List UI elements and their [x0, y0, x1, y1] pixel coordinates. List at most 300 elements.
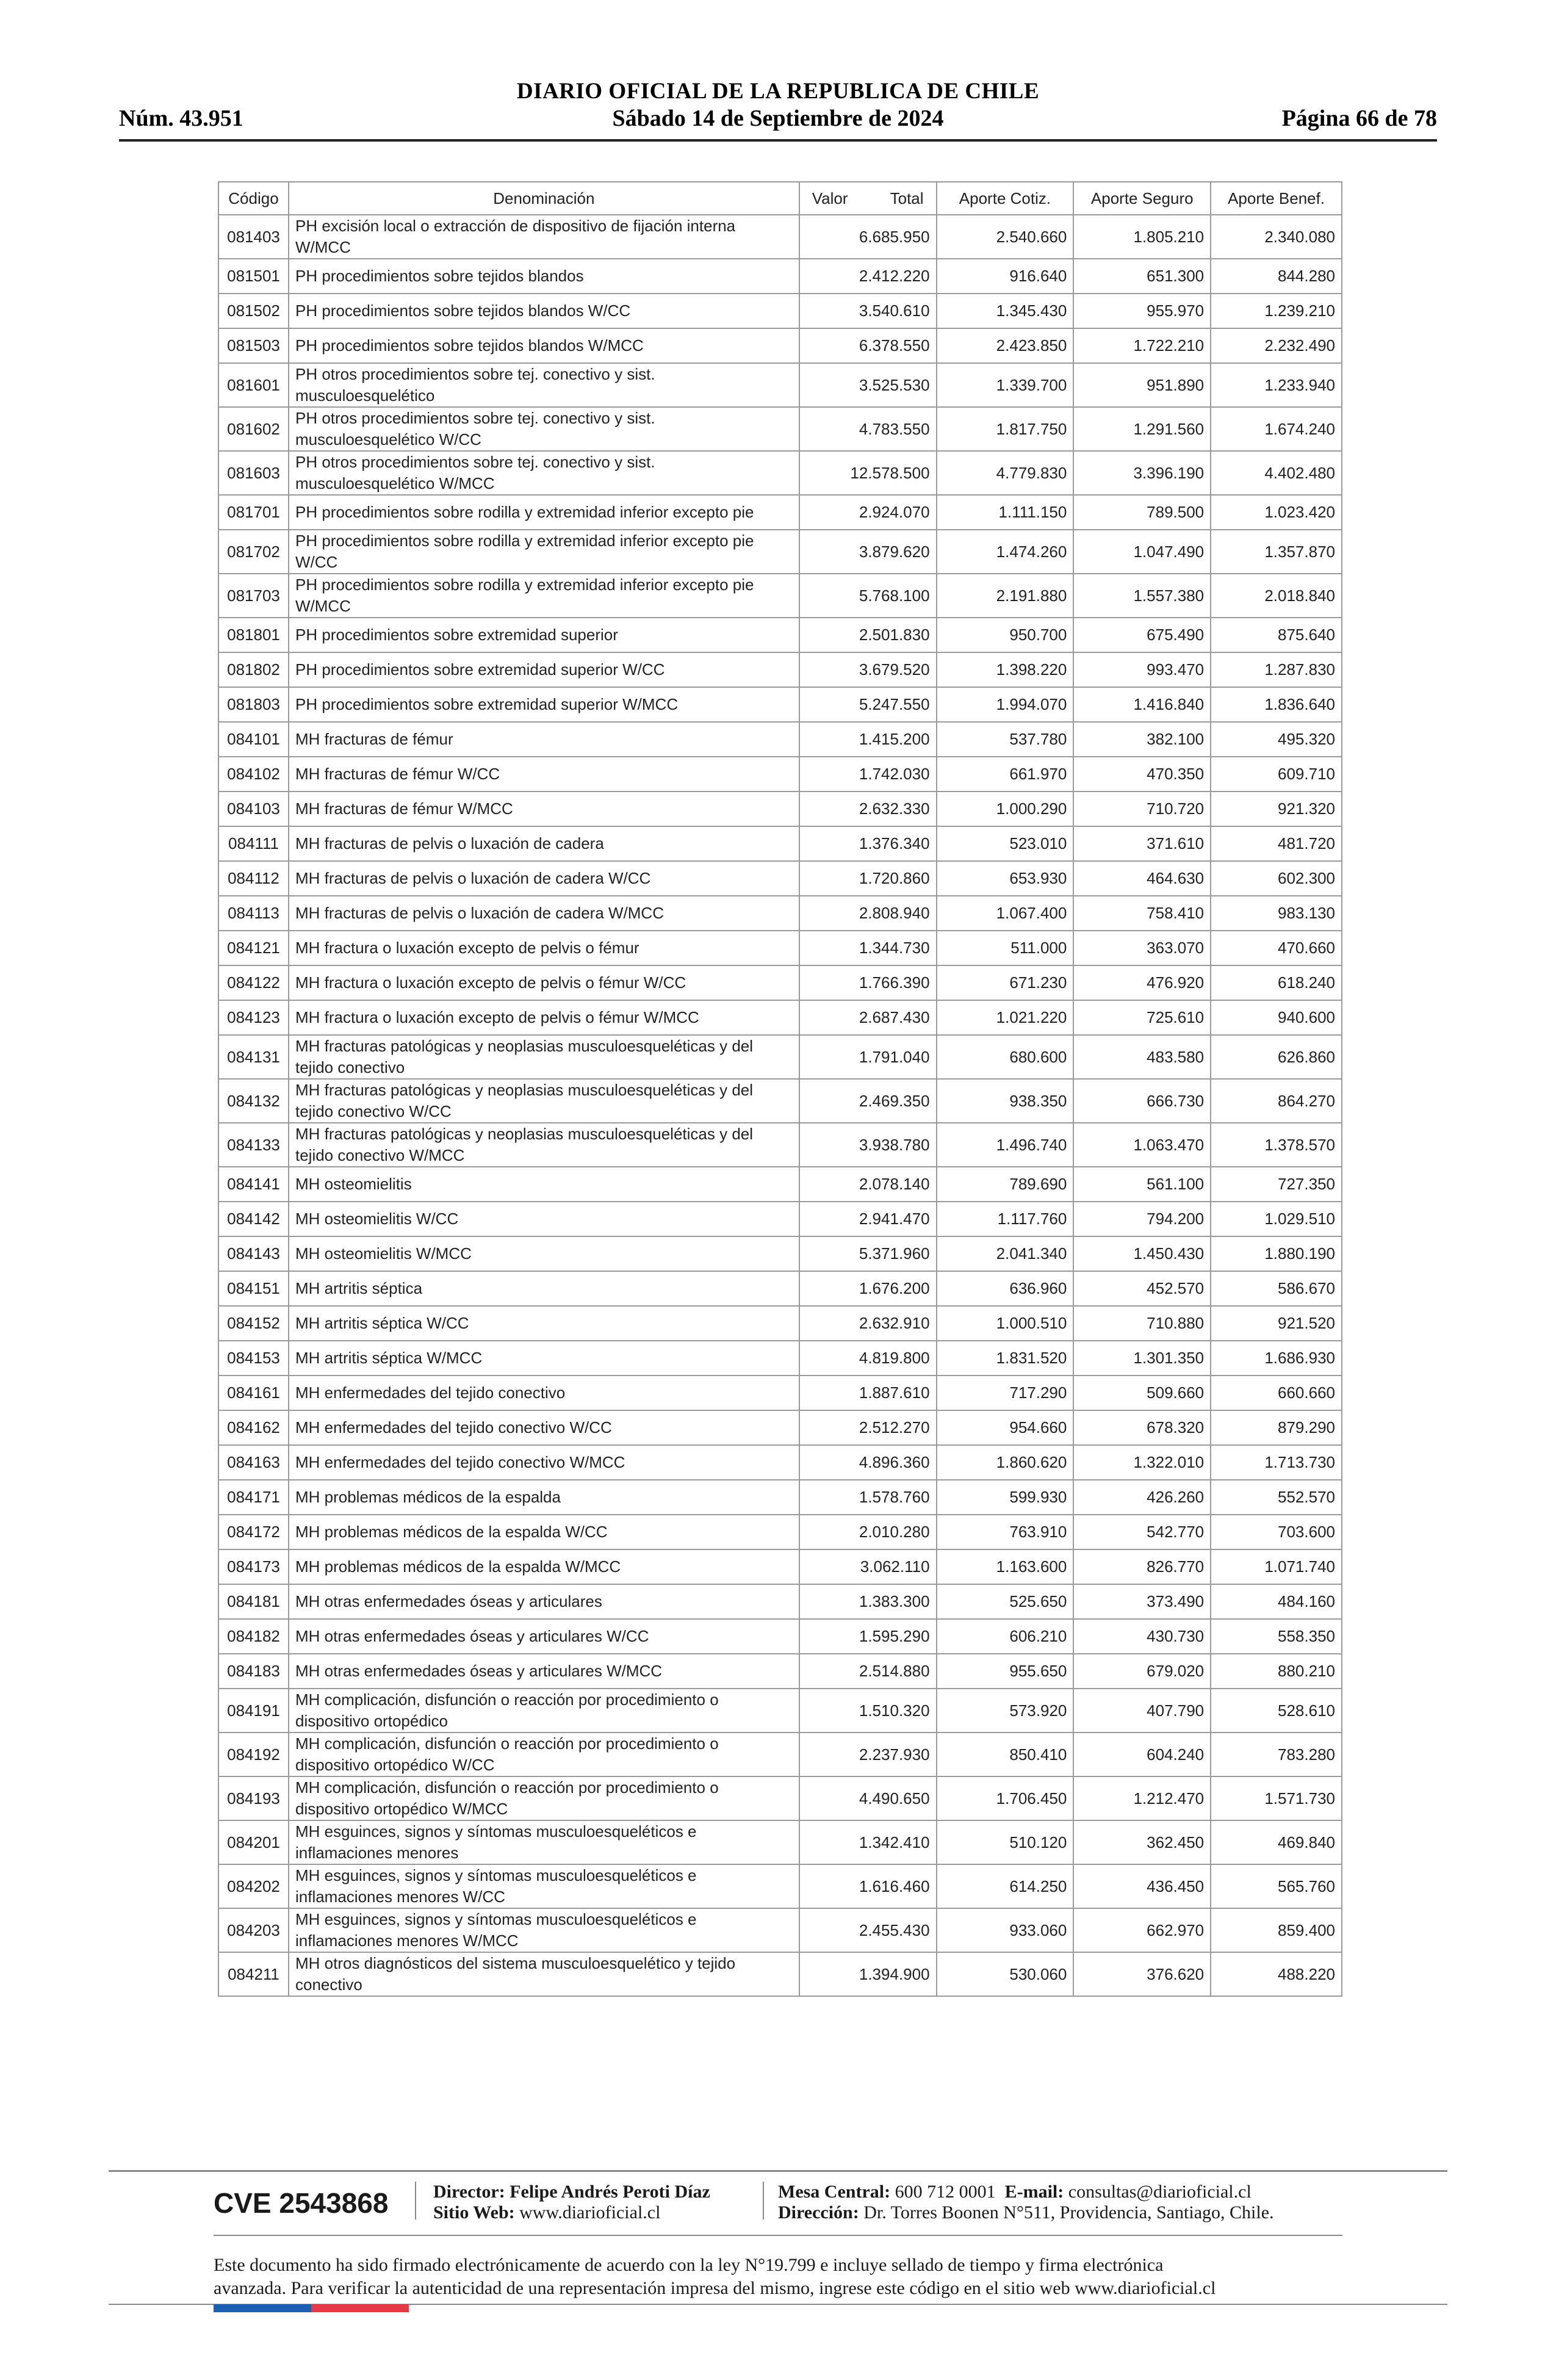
email-link[interactable]: consultas@diarioficial.cl [1068, 2182, 1252, 2202]
seguro-cell: 1.291.560 [1073, 407, 1211, 451]
total-cell: 1.595.290 [799, 1619, 937, 1654]
table-row [218, 687, 1342, 722]
code-cell: 084171 [218, 1480, 289, 1515]
code-cell: 081502 [218, 294, 289, 328]
code-cell: 084192 [218, 1733, 289, 1776]
benef-cell: 1.287.830 [1211, 652, 1342, 687]
cotiz-cell: 599.930 [937, 1480, 1074, 1515]
column-header-code: Código [218, 182, 289, 215]
benef-cell: 880.210 [1211, 1654, 1342, 1689]
total-cell: 6.378.550 [799, 328, 937, 363]
code-cell: 084151 [218, 1271, 289, 1306]
cotiz-cell: 1.817.750 [937, 407, 1074, 451]
cotiz-cell: 1.021.220 [937, 1000, 1074, 1035]
cotiz-cell: 717.290 [937, 1376, 1074, 1410]
name-cell: MH esguinces, signos y síntomas musculoesqueléticos e inflamaciones menores W/CC [289, 1864, 799, 1908]
cotiz-cell: 2.041.340 [937, 1236, 1074, 1271]
code-cell: 084162 [218, 1410, 289, 1445]
total-cell: 4.896.360 [799, 1445, 937, 1480]
name-cell: MH fracturas de fémur W/MCC [289, 792, 799, 826]
code-cell: 084191 [218, 1689, 289, 1733]
benef-cell: 552.570 [1211, 1480, 1342, 1515]
cotiz-cell: 530.060 [937, 1952, 1074, 1996]
code-cell: 084101 [218, 722, 289, 757]
cotiz-cell: 1.831.520 [937, 1341, 1074, 1376]
seguro-cell: 1.557.380 [1073, 574, 1211, 618]
seguro-cell: 436.450 [1073, 1864, 1211, 1908]
code-cell: 084173 [218, 1549, 289, 1584]
benef-cell: 1.880.190 [1211, 1236, 1342, 1271]
total-cell: 5.247.550 [799, 687, 937, 722]
table-row [218, 722, 1342, 757]
name-cell: PH procedimientos sobre extremidad superior [289, 618, 799, 652]
name-cell: MH fracturas patológicas y neoplasias musculoesqueléticas y del tejido conectivo W/CC [289, 1079, 799, 1123]
code-cell: 084201 [218, 1820, 289, 1864]
seguro-cell: 1.416.840 [1073, 687, 1211, 722]
director-label: Director: [433, 2182, 505, 2202]
name-cell: MH enfermedades del tejido conectivo [289, 1376, 799, 1410]
footer-top-rule [109, 2170, 1447, 2172]
cotiz-cell: 933.060 [937, 1908, 1074, 1952]
newspaper-masthead: DIARIO OFICIAL DE LA REPUBLICA DE CHILE [516, 79, 1040, 104]
code-cell: 084141 [218, 1167, 289, 1202]
total-cell: 4.783.550 [799, 407, 937, 451]
cotiz-cell: 1.000.290 [937, 792, 1074, 826]
benef-cell: 558.350 [1211, 1619, 1342, 1654]
name-cell: PH otros procedimientos sobre tej. conectivo y sist. musculoesquelético W/MCC [289, 451, 799, 495]
cotiz-cell: 955.650 [937, 1654, 1074, 1689]
web-label: Sitio Web: [433, 2202, 515, 2223]
code-cell: 081703 [218, 574, 289, 618]
cotiz-cell: 525.650 [937, 1584, 1074, 1619]
total-cell: 2.078.140 [799, 1167, 937, 1202]
benef-cell: 859.400 [1211, 1908, 1342, 1952]
cotiz-cell: 2.423.850 [937, 328, 1074, 363]
seguro-cell: 710.720 [1073, 792, 1211, 826]
code-cell: 084182 [218, 1619, 289, 1654]
seguro-cell: 1.063.470 [1073, 1123, 1211, 1167]
header-row [218, 182, 1342, 215]
benef-cell: 602.300 [1211, 861, 1342, 896]
code-cell: 081601 [218, 363, 289, 407]
total-cell: 2.808.940 [799, 896, 937, 931]
total-cell: 2.455.430 [799, 1908, 937, 1952]
seguro-cell: 1.212.470 [1073, 1776, 1211, 1820]
table-row [218, 259, 1342, 294]
seguro-cell: 362.450 [1073, 1820, 1211, 1864]
table-row [218, 826, 1342, 861]
benef-cell: 528.610 [1211, 1689, 1342, 1733]
name-cell: PH procedimientos sobre tejidos blandos W/MCC [289, 328, 799, 363]
table-row [218, 931, 1342, 965]
benef-cell: 469.840 [1211, 1820, 1342, 1864]
table-row [218, 792, 1342, 826]
cotiz-cell: 1.339.700 [937, 363, 1074, 407]
name-cell: MH complicación, disfunción o reacción por procedimiento o dispositivo ortopédico W/CC [289, 1733, 799, 1776]
tariff-table [218, 181, 1342, 1997]
total-cell: 1.415.200 [799, 722, 937, 757]
table-row [218, 1549, 1342, 1584]
code-cell: 084122 [218, 965, 289, 1000]
total-cell: 1.616.460 [799, 1864, 937, 1908]
table-row [218, 1515, 1342, 1549]
name-cell: PH procedimientos sobre rodilla y extremidad inferior excepto pie W/CC [289, 530, 799, 574]
benef-cell: 879.290 [1211, 1410, 1342, 1445]
name-cell: MH osteomielitis [289, 1167, 799, 1202]
name-cell: MH fracturas patológicas y neoplasias musculoesqueléticas y del tejido conectivo [289, 1035, 799, 1079]
email-label: E-mail: [1004, 2182, 1064, 2202]
name-cell: MH problemas médicos de la espalda W/MCC [289, 1549, 799, 1584]
cotiz-cell: 950.700 [937, 618, 1074, 652]
code-cell: 084202 [218, 1864, 289, 1908]
benef-cell: 783.280 [1211, 1733, 1342, 1776]
cotiz-cell: 680.600 [937, 1035, 1074, 1079]
seguro-cell: 426.260 [1073, 1480, 1211, 1515]
seguro-cell: 993.470 [1073, 652, 1211, 687]
benef-cell: 660.660 [1211, 1376, 1342, 1410]
benef-cell: 921.320 [1211, 792, 1342, 826]
column-header-seguro: Aporte Seguro [1073, 182, 1211, 215]
page-header [119, 78, 1437, 142]
table-row [218, 1271, 1342, 1306]
table-row [218, 530, 1342, 574]
benef-cell: 2.232.490 [1211, 328, 1342, 363]
total-cell: 6.685.950 [799, 215, 937, 259]
seguro-cell: 483.580 [1073, 1035, 1211, 1079]
benef-cell: 703.600 [1211, 1515, 1342, 1549]
code-cell: 084133 [218, 1123, 289, 1167]
total-cell: 2.632.330 [799, 792, 937, 826]
seguro-cell: 675.490 [1073, 618, 1211, 652]
seguro-cell: 1.301.350 [1073, 1341, 1211, 1376]
code-cell: 084203 [218, 1908, 289, 1952]
name-cell: PH procedimientos sobre tejidos blandos [289, 259, 799, 294]
table-row [218, 495, 1342, 530]
cotiz-cell: 661.970 [937, 757, 1074, 792]
cotiz-cell: 1.706.450 [937, 1776, 1074, 1820]
cotiz-cell: 653.930 [937, 861, 1074, 896]
benef-cell: 495.320 [1211, 722, 1342, 757]
table-row [218, 1410, 1342, 1445]
name-cell: MH osteomielitis W/MCC [289, 1236, 799, 1271]
name-cell: MH fracturas patológicas y neoplasias musculoesqueléticas y del tejido conectivo W/MCC [289, 1123, 799, 1167]
table-row [218, 1776, 1342, 1820]
name-cell: PH procedimientos sobre extremidad superior W/MCC [289, 687, 799, 722]
name-cell: MH artritis séptica W/MCC [289, 1341, 799, 1376]
table-row [218, 1445, 1342, 1480]
code-cell: 084153 [218, 1341, 289, 1376]
name-cell: MH osteomielitis W/CC [289, 1202, 799, 1236]
code-cell: 084121 [218, 931, 289, 965]
total-cell: 2.512.270 [799, 1410, 937, 1445]
column-header-benef: Aporte Benef. [1211, 182, 1342, 215]
cotiz-cell: 1.067.400 [937, 896, 1074, 931]
benef-cell: 875.640 [1211, 618, 1342, 652]
seguro-cell: 363.070 [1073, 931, 1211, 965]
seguro-cell: 464.630 [1073, 861, 1211, 896]
cotiz-cell: 850.410 [937, 1733, 1074, 1776]
code-cell: 081801 [218, 618, 289, 652]
total-cell: 2.514.880 [799, 1654, 937, 1689]
seguro-cell: 476.920 [1073, 965, 1211, 1000]
seguro-cell: 1.322.010 [1073, 1445, 1211, 1480]
total-cell: 1.742.030 [799, 757, 937, 792]
total-cell: 1.383.300 [799, 1584, 937, 1619]
column-header-valor: Valor [812, 189, 848, 207]
name-cell: MH fracturas de pelvis o luxación de cadera W/CC [289, 861, 799, 896]
footer-divider [415, 2182, 416, 2220]
table-row [218, 1123, 1342, 1167]
code-cell: 084193 [218, 1776, 289, 1820]
seguro-cell: 371.610 [1073, 826, 1211, 861]
total-cell: 2.924.070 [799, 495, 937, 530]
legal-notice [214, 2254, 1355, 2300]
total-cell: 3.525.530 [799, 363, 937, 407]
table-row [218, 407, 1342, 451]
seguro-cell: 470.350 [1073, 757, 1211, 792]
seguro-cell: 561.100 [1073, 1167, 1211, 1202]
seguro-cell: 666.730 [1073, 1079, 1211, 1123]
footer-band [214, 2182, 1342, 2224]
code-cell: 084181 [218, 1584, 289, 1619]
code-cell: 084172 [218, 1515, 289, 1549]
cotiz-cell: 1.496.740 [937, 1123, 1074, 1167]
code-cell: 081803 [218, 687, 289, 722]
table-row [218, 652, 1342, 687]
seguro-cell: 1.722.210 [1073, 328, 1211, 363]
benef-cell: 1.233.940 [1211, 363, 1342, 407]
tariff-table-header [218, 182, 1342, 215]
code-cell: 084142 [218, 1202, 289, 1236]
cotiz-cell: 1.994.070 [937, 687, 1074, 722]
column-header-cotiz: Aporte Cotiz. [937, 182, 1074, 215]
total-cell: 2.237.930 [799, 1733, 937, 1776]
table-row [218, 1952, 1342, 1996]
benef-cell: 940.600 [1211, 1000, 1342, 1035]
total-cell: 2.412.220 [799, 259, 937, 294]
total-cell: 4.819.800 [799, 1341, 937, 1376]
code-cell: 084113 [218, 896, 289, 931]
name-cell: MH fracturas de fémur [289, 722, 799, 757]
total-cell: 1.344.730 [799, 931, 937, 965]
total-cell: 2.941.470 [799, 1202, 937, 1236]
benef-cell: 983.130 [1211, 896, 1342, 931]
table-row [218, 451, 1342, 495]
code-cell: 084183 [218, 1654, 289, 1689]
footer-divider [763, 2182, 764, 2220]
seguro-cell: 951.890 [1073, 363, 1211, 407]
name-cell: MH fracturas de pelvis o luxación de cadera [289, 826, 799, 861]
table-row [218, 757, 1342, 792]
benef-cell: 484.160 [1211, 1584, 1342, 1619]
table-row [218, 1480, 1342, 1515]
name-cell: PH procedimientos sobre rodilla y extremidad inferior excepto pie [289, 495, 799, 530]
table-row [218, 1236, 1342, 1271]
cotiz-cell: 763.910 [937, 1515, 1074, 1549]
total-cell: 3.679.520 [799, 652, 937, 687]
table-row [218, 618, 1342, 652]
seguro-cell: 662.970 [1073, 1908, 1211, 1952]
code-cell: 084143 [218, 1236, 289, 1271]
name-cell: MH enfermedades del tejido conectivo W/CC [289, 1410, 799, 1445]
seguro-cell: 604.240 [1073, 1733, 1211, 1776]
benef-cell: 618.240 [1211, 965, 1342, 1000]
benef-cell: 565.760 [1211, 1864, 1342, 1908]
seguro-cell: 710.880 [1073, 1306, 1211, 1341]
name-cell: PH excisión local o extracción de dispositivo de fijación interna W/MCC [289, 215, 799, 259]
total-cell: 1.791.040 [799, 1035, 937, 1079]
legal-line: Este documento ha sido firmado electrónicamente de acuerdo con la ley N°19.799 e incluye sellado de tiempo y firma electrónica [214, 2255, 1164, 2275]
footer-mid-rule [214, 2235, 1342, 2236]
code-cell: 081501 [218, 259, 289, 294]
cotiz-cell: 1.111.150 [937, 495, 1074, 530]
name-cell: PH procedimientos sobre tejidos blandos W/CC [289, 294, 799, 328]
table-row [218, 328, 1342, 363]
code-cell: 081701 [218, 495, 289, 530]
cotiz-cell: 510.120 [937, 1820, 1074, 1864]
name-cell: MH problemas médicos de la espalda W/CC [289, 1515, 799, 1549]
seguro-cell: 955.970 [1073, 294, 1211, 328]
issue-date: Sábado 14 de Septiembre de 2024 [612, 106, 944, 131]
table-row [218, 896, 1342, 931]
total-cell: 1.510.320 [799, 1689, 937, 1733]
column-header-valor-total [799, 182, 937, 215]
cotiz-cell: 636.960 [937, 1271, 1074, 1306]
benef-cell: 1.071.740 [1211, 1549, 1342, 1584]
cotiz-cell: 1.000.510 [937, 1306, 1074, 1341]
name-cell: PH procedimientos sobre rodilla y extremidad inferior excepto pie W/MCC [289, 574, 799, 618]
flag-bar-red [311, 2304, 409, 2312]
cotiz-cell: 938.350 [937, 1079, 1074, 1123]
total-cell: 1.676.200 [799, 1271, 937, 1306]
table-row [218, 363, 1342, 407]
total-cell: 2.632.910 [799, 1306, 937, 1341]
seguro-cell: 373.490 [1073, 1584, 1211, 1619]
name-cell: MH esguinces, signos y síntomas musculoesqueléticos e inflamaciones menores W/MCC [289, 1908, 799, 1952]
benef-cell: 481.720 [1211, 826, 1342, 861]
total-cell: 4.490.650 [799, 1776, 937, 1820]
name-cell: MH artritis séptica W/CC [289, 1306, 799, 1341]
name-cell: MH fractura o luxación excepto de pelvis o fémur W/MCC [289, 1000, 799, 1035]
name-cell: MH otras enfermedades óseas y articulares W/MCC [289, 1654, 799, 1689]
seguro-cell: 826.770 [1073, 1549, 1211, 1584]
cve-code: CVE 2543868 [214, 2187, 389, 2219]
cotiz-cell: 614.250 [937, 1864, 1074, 1908]
total-cell: 1.887.610 [799, 1376, 937, 1410]
code-cell: 084102 [218, 757, 289, 792]
table-row [218, 215, 1342, 259]
table-row [218, 1654, 1342, 1689]
benef-cell: 609.710 [1211, 757, 1342, 792]
table-row [218, 1079, 1342, 1123]
table-row [218, 1820, 1342, 1864]
table-row [218, 1167, 1342, 1202]
seguro-cell: 725.610 [1073, 1000, 1211, 1035]
total-cell: 1.578.760 [799, 1480, 937, 1515]
total-cell: 1.766.390 [799, 965, 937, 1000]
table-row [218, 1733, 1342, 1776]
seguro-cell: 452.570 [1073, 1271, 1211, 1306]
seguro-cell: 407.790 [1073, 1689, 1211, 1733]
table-row [218, 1306, 1342, 1341]
seguro-cell: 679.020 [1073, 1654, 1211, 1689]
name-cell: MH otros diagnósticos del sistema musculoesquelético y tejido conectivo [289, 1952, 799, 1996]
column-header-total: Total [890, 189, 924, 207]
total-cell: 12.578.500 [799, 451, 937, 495]
code-cell: 084163 [218, 1445, 289, 1480]
code-cell: 084123 [218, 1000, 289, 1035]
page-number: Página 66 de 78 [1281, 106, 1437, 131]
cotiz-cell: 789.690 [937, 1167, 1074, 1202]
code-cell: 081603 [218, 451, 289, 495]
benef-cell: 1.378.570 [1211, 1123, 1342, 1167]
table-row [218, 1908, 1342, 1952]
cotiz-cell: 671.230 [937, 965, 1074, 1000]
code-cell: 081503 [218, 328, 289, 363]
name-cell: MH fracturas de fémur W/CC [289, 757, 799, 792]
benef-cell: 488.220 [1211, 1952, 1342, 1996]
table-row [218, 1000, 1342, 1035]
cotiz-cell: 2.540.660 [937, 215, 1074, 259]
cotiz-cell: 916.640 [937, 259, 1074, 294]
code-cell: 081403 [218, 215, 289, 259]
name-cell: MH esguinces, signos y síntomas musculoesqueléticos e inflamaciones menores [289, 1820, 799, 1864]
benef-cell: 1.686.930 [1211, 1341, 1342, 1376]
flag-bar-blue [214, 2304, 311, 2312]
table-row [218, 1619, 1342, 1654]
benef-cell: 1.836.640 [1211, 687, 1342, 722]
website-link[interactable]: www.diarioficial.cl [519, 2202, 661, 2223]
cotiz-cell: 573.920 [937, 1689, 1074, 1733]
benef-cell: 626.860 [1211, 1035, 1342, 1079]
seguro-cell: 382.100 [1073, 722, 1211, 757]
director-name: Felipe Andrés Peroti Díaz [510, 2182, 710, 2202]
column-header-name: Denominación [289, 182, 799, 215]
total-cell: 1.342.410 [799, 1820, 937, 1864]
cotiz-cell: 1.860.620 [937, 1445, 1074, 1480]
seguro-cell: 1.805.210 [1073, 215, 1211, 259]
benef-cell: 1.357.870 [1211, 530, 1342, 574]
benef-cell: 2.018.840 [1211, 574, 1342, 618]
table-row [218, 1341, 1342, 1376]
name-cell: PH otros procedimientos sobre tej. conectivo y sist. musculoesquelético W/CC [289, 407, 799, 451]
name-cell: MH artritis séptica [289, 1271, 799, 1306]
benef-cell: 1.029.510 [1211, 1202, 1342, 1236]
cotiz-cell: 511.000 [937, 931, 1074, 965]
name-cell: MH complicación, disfunción o reacción por procedimiento o dispositivo ortopédico W/MCC [289, 1776, 799, 1820]
total-cell: 1.376.340 [799, 826, 937, 861]
benef-cell: 1.674.240 [1211, 407, 1342, 451]
benef-cell: 1.239.210 [1211, 294, 1342, 328]
cotiz-cell: 537.780 [937, 722, 1074, 757]
cotiz-cell: 4.779.830 [937, 451, 1074, 495]
address-text: Dr. Torres Boonen N°511, Providencia, Santiago, Chile. [863, 2202, 1274, 2223]
cotiz-cell: 1.163.600 [937, 1549, 1074, 1584]
seguro-cell: 542.770 [1073, 1515, 1211, 1549]
total-cell: 3.062.110 [799, 1549, 937, 1584]
cotiz-cell: 1.117.760 [937, 1202, 1074, 1236]
footer-director-block [433, 2182, 710, 2223]
seguro-cell: 794.200 [1073, 1202, 1211, 1236]
cotiz-cell: 523.010 [937, 826, 1074, 861]
name-cell: MH complicación, disfunción o reacción por procedimiento o dispositivo ortopédico [289, 1689, 799, 1733]
benef-cell: 586.670 [1211, 1271, 1342, 1306]
total-cell: 3.938.780 [799, 1123, 937, 1167]
code-cell: 084161 [218, 1376, 289, 1410]
benef-cell: 1.023.420 [1211, 495, 1342, 530]
code-cell: 081802 [218, 652, 289, 687]
seguro-cell: 376.620 [1073, 1952, 1211, 1996]
